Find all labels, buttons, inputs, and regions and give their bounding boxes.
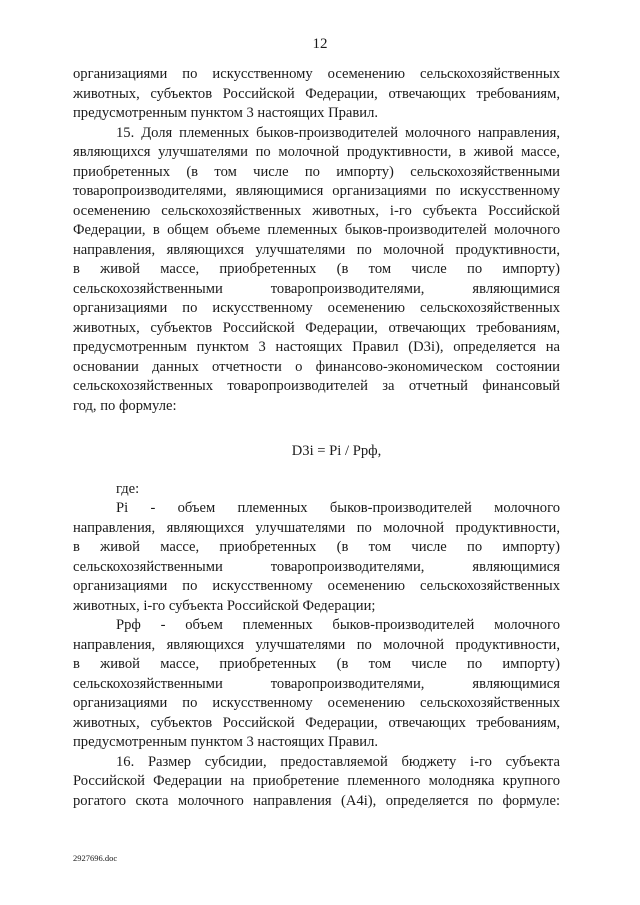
paragraph-block-1 — [73, 65, 560, 416]
text-line: организациями по искусственному осеменению сельскохозяйственных — [73, 695, 560, 711]
footer-filename: 2927696.doc — [73, 853, 118, 863]
paragraph-block-2 — [73, 480, 560, 812]
text-line: 15. Доля племенных быков-производителей молочного направления, — [116, 124, 560, 141]
text-line: сельскохозяйственными товаропроизводителями, являющимися — [73, 280, 560, 297]
text-line: 16. Размер субсидии, предоставляемой бюджету i-го субъекта — [116, 753, 560, 770]
text-line: сельскохозяйственными товаропроизводителями, являющимися — [73, 675, 560, 692]
text-line: направления, являющихся улучшателями по молочной продуктивности, — [73, 241, 560, 258]
text-line: Pi - объем племенных быков-производителей молочного — [116, 500, 560, 516]
text-line: животных, субъектов Российской Федерации, отвечающих требованиям, — [73, 85, 560, 102]
text-line: направления, являющихся улучшателями по молочной продуктивности, — [73, 636, 560, 653]
body-text — [73, 65, 560, 811]
text-line: животных, i-го субъекта Российской Федерации; — [73, 597, 376, 614]
text-line: животных, субъектов Российской Федерации, отвечающих требованиям, — [73, 714, 560, 731]
text-line: животных, субъектов Российской Федерации, отвечающих требованиям, — [73, 319, 560, 336]
text-line: в живой массе, приобретенных (в том числе по импорту) — [73, 261, 560, 277]
text-line: предусмотренным пунктом 3 настоящих Правил. — [73, 734, 379, 750]
text-line: направления, являющихся улучшателями по молочной продуктивности, — [73, 519, 560, 536]
text-line: Российской Федерации на приобретение племенного молодняка крупного — [73, 773, 560, 789]
text-line: Федерации, в общем объеме племенных быков-производителей молочного — [73, 222, 560, 238]
text-line: приобретенных (в том числе по импорту) сельскохозяйственными — [73, 163, 560, 180]
page-number: 12 — [312, 36, 328, 52]
text-line: сельскохозяйственных товаропроизводителей за отчетный финансовый — [73, 378, 560, 394]
text-line: в живой массе, приобретенных (в том числе по импорту) — [73, 656, 560, 672]
text-line: основании данных отчетности о финансово-экономическом состоянии — [73, 358, 560, 375]
text-line: сельскохозяйственными товаропроизводителями, являющимися — [73, 558, 560, 575]
text-line: организациями по искусственному осеменению сельскохозяйственных — [73, 578, 560, 594]
text-line: в живой массе, приобретенных (в том числе по импорту) — [73, 539, 560, 555]
text-line: являющихся улучшателями по молочной продуктивности, в живой массе, — [73, 144, 560, 160]
text-line: организациями по искусственному осеменению сельскохозяйственных — [73, 300, 560, 316]
text-line: Pрф - объем племенных быков-производителей молочного — [116, 617, 560, 633]
text-line: год, по формуле: — [73, 397, 177, 414]
text-line: товаропроизводителями, являющимися организациями по искусственному — [73, 183, 560, 199]
text-line: организациями по искусственному осеменению сельскохозяйственных — [73, 66, 560, 82]
text-line: предусмотренным пунктом 3 настоящих Правил (D3i), определяется на — [73, 339, 560, 355]
text-line: предусмотренным пунктом 3 настоящих Правил. — [73, 105, 379, 121]
text-line: где: — [116, 480, 140, 497]
text-line: осеменению сельскохозяйственных животных, i-го субъекта Российской — [73, 202, 560, 219]
formula: D3i = Pi / Pрф, — [291, 443, 382, 459]
text-line: рогатого скота молочного направления (A4i), определяется по формуле: — [73, 792, 560, 809]
